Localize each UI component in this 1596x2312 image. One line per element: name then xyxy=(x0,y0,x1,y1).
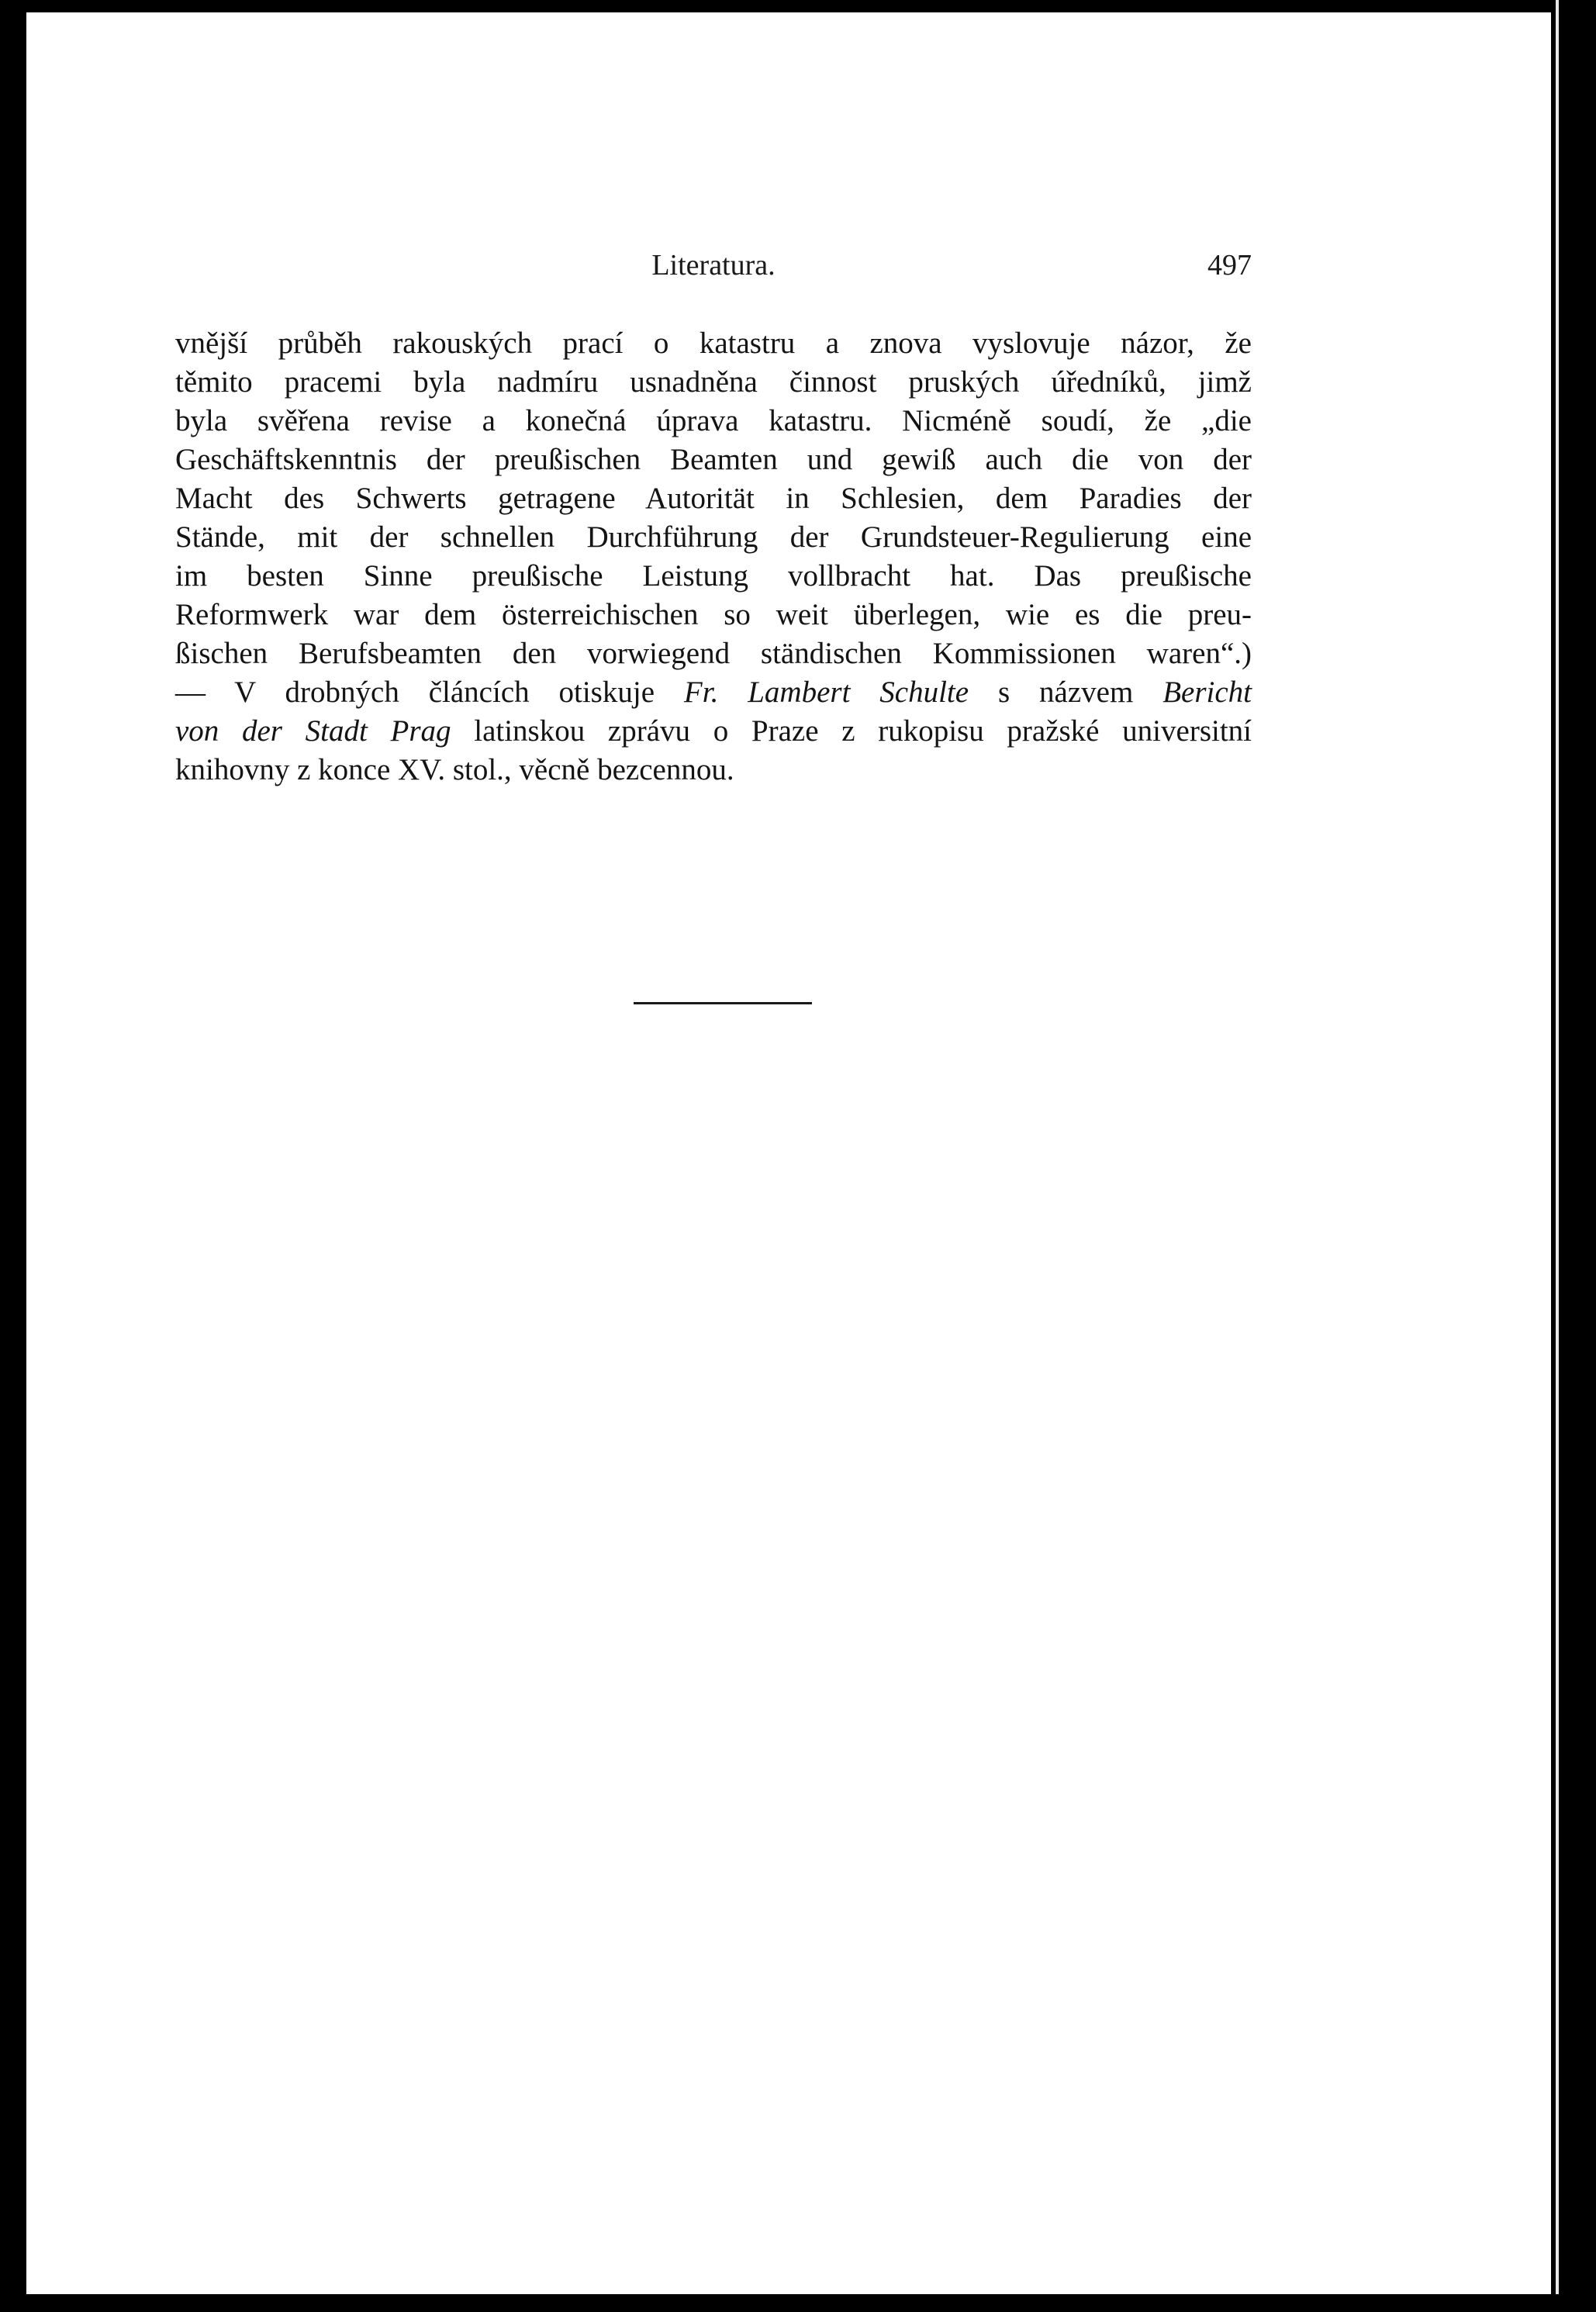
text-line xyxy=(175,479,1252,518)
text-run: knihovny z konce XV. stol., věcně bezcennou. xyxy=(175,753,734,786)
text-line xyxy=(175,518,1252,557)
text-line xyxy=(175,557,1252,596)
scan-edge-bottom xyxy=(0,2294,1596,2312)
text-line xyxy=(175,402,1252,441)
text-line xyxy=(175,324,1252,363)
running-title: Literatura. xyxy=(651,249,776,282)
text-line xyxy=(175,751,1252,790)
text-line xyxy=(175,596,1252,634)
text-run: těmito pracemi byla nadmíru usnadněna činnost pruských úředníků, jimž xyxy=(175,365,1252,399)
italic-text: Fr. Lambert Schulte xyxy=(683,676,969,709)
text-run: Stände, mit der schnellen Durchführung der Grundsteuer-Regulierung eine xyxy=(175,520,1252,554)
section-end-rule xyxy=(634,1002,812,1004)
text-run: — V drobných článcích otiskuje xyxy=(175,676,684,709)
text-run: im besten Sinne preußische Leistung vollbracht hat. Das preußische xyxy=(175,559,1252,593)
text-line xyxy=(175,441,1252,479)
text-run: s názvem xyxy=(969,676,1163,709)
page-number: 497 xyxy=(1207,249,1252,282)
text-line xyxy=(175,363,1252,402)
text-run: byla svěřena revise a konečná úprava katastru. Nicméně soudí, že „die xyxy=(175,404,1252,437)
text-line xyxy=(175,673,1252,712)
italic-text: Bericht xyxy=(1162,676,1252,709)
text-line xyxy=(175,634,1252,673)
page-header xyxy=(175,248,1252,287)
scan-edge-line xyxy=(1556,0,1559,2312)
text-run: latinskou zprávu o Praze z rukopisu pražské universitní xyxy=(451,714,1252,748)
text-run: vnější průběh rakouských prací o katastru a znova vyslovuje názor, že xyxy=(175,327,1252,360)
body-paragraph xyxy=(175,324,1252,790)
italic-text: von der Stadt Prag xyxy=(175,714,451,748)
text-run: Macht des Schwerts getragene Autorität in Schlesien, dem Paradies der xyxy=(175,482,1252,515)
text-line xyxy=(175,712,1252,751)
text-run: Geschäftskenntnis der preußischen Beamten und gewiß auch die von der xyxy=(175,443,1252,476)
text-run: Reformwerk war dem österreichischen so weit überlegen, wie es die preu- xyxy=(175,598,1252,631)
text-run: ßischen Berufsbeamten den vorwiegend ständischen Kommissionen waren“.) xyxy=(175,637,1252,670)
